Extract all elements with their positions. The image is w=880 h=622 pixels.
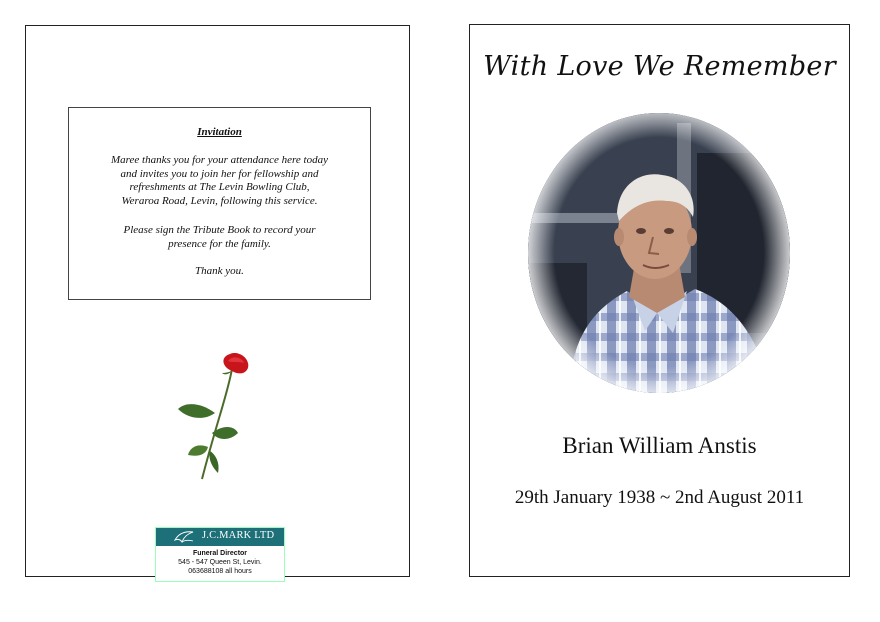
- invitation-line: Weraroa Road, Levin, following this service.: [121, 194, 318, 207]
- funeral-director-details: [156, 549, 284, 576]
- tribute-book-note: [79, 224, 360, 251]
- tribute-book-line: presence for the family.: [168, 237, 271, 250]
- tribute-book-line: Please sign the Tribute Book to record your: [123, 224, 316, 236]
- invitation-line: refreshments at The Levin Bowling Club,: [129, 181, 310, 193]
- dove-icon: [173, 530, 195, 544]
- invitation-line: and invites you to join her for fellowship and: [120, 167, 319, 180]
- company-name: J.C.MARK LTD: [202, 530, 275, 541]
- invitation-body: [79, 154, 360, 208]
- logo-band: [156, 528, 284, 546]
- funeral-director-logo: [155, 527, 285, 582]
- invitation-box: [68, 107, 371, 300]
- deceased-name: Brian William Anstis: [562, 433, 757, 458]
- rose-icon: [172, 351, 262, 481]
- invitation-line: Maree thanks you for your attendance here today: [111, 154, 328, 166]
- invitation-title: Invitation: [197, 126, 242, 138]
- thank-you-text: Thank you.: [195, 265, 244, 277]
- director-phone: 063688108 all hours: [188, 568, 252, 575]
- life-dates: 29th January 1938 ~ 2nd August 2011: [514, 487, 805, 508]
- front-page: [469, 24, 850, 577]
- back-page: [25, 25, 410, 577]
- portrait-photo-icon: [527, 113, 791, 403]
- memorial-heading: With Love We Remember: [483, 51, 836, 82]
- director-role: Funeral Director: [192, 550, 248, 557]
- director-address: 545 - 547 Queen St, Levin.: [178, 559, 262, 566]
